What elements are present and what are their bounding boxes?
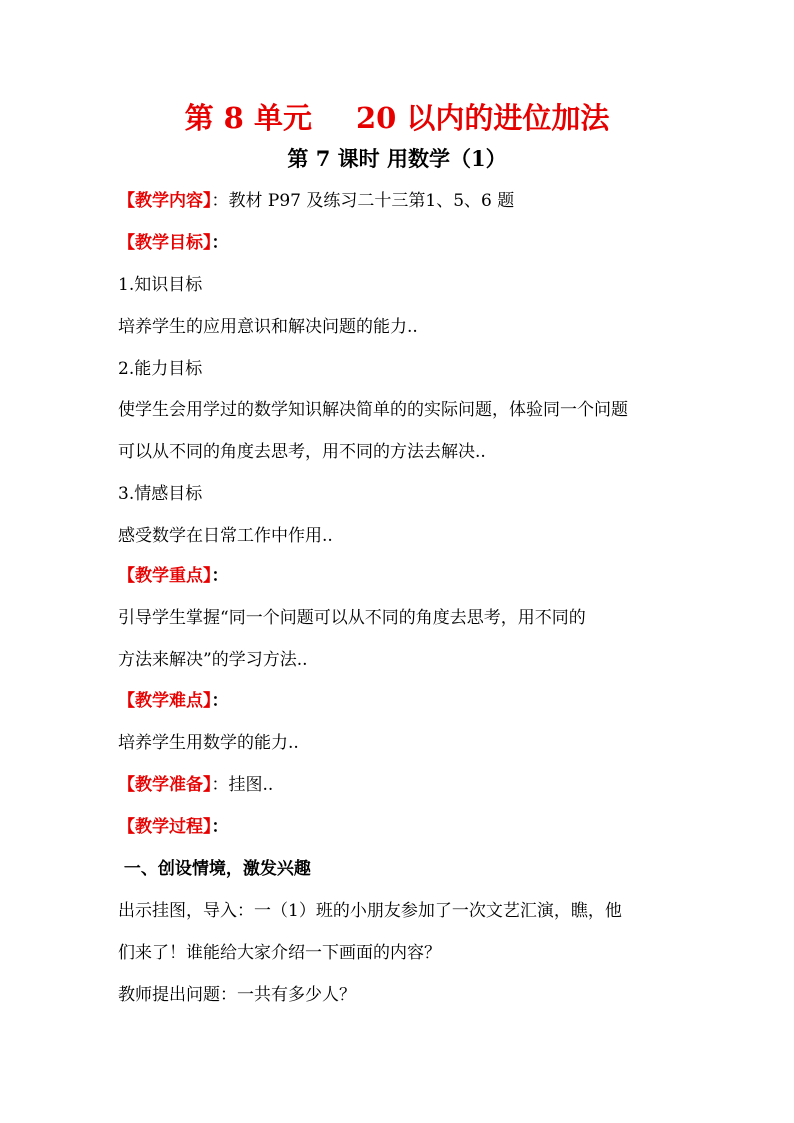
difficulties-row <box>118 688 718 714</box>
lesson-subtitle: 第 7 课时 用数学（1） <box>287 146 507 171</box>
goal-3-text: 感受数学在日常工作中作用.. <box>118 526 333 546</box>
preparation-text: ：挂图.. <box>211 775 274 795</box>
key-points-text-line-1: 引导学生掌握“同一个问题可以从不同的角度去思考，用不同的 <box>118 608 586 628</box>
key-points-label: 【教学重点】 <box>118 566 212 586</box>
key-points-text-line-2: 方法来解决”的学习方法.. <box>118 650 308 670</box>
teaching-content-label: 【教学内容】 <box>118 191 212 211</box>
goal-1-title: 1.知识目标 <box>118 275 203 295</box>
process-step-1-text-line-1: 出示挂图，导入：一（1）班的小朋友参加了一次文艺汇演，瞧，他 <box>118 901 622 921</box>
process-row <box>118 814 718 840</box>
key-points-colon: ： <box>211 566 229 586</box>
process-step-1-title: 一、创设情境，激发兴趣 <box>118 859 311 879</box>
process-step-1-text-line-3: 教师提出问题：一共有多少人？ <box>118 985 356 1005</box>
teaching-content-row <box>118 188 718 214</box>
process-label: 【教学过程】 <box>118 817 212 837</box>
teaching-goals-colon: ： <box>211 233 229 253</box>
preparation-row <box>118 772 718 798</box>
teaching-goals-label: 【教学目标】 <box>118 233 212 253</box>
page-title <box>0 98 794 138</box>
unit-label: 第 8 单元 <box>184 101 312 135</box>
key-points-row <box>118 563 718 589</box>
teaching-goals-row <box>118 230 718 256</box>
goal-2-title: 2.能力目标 <box>118 359 203 379</box>
teaching-content-text: ：教材 P97 及练习二十三第1、5、6 题 <box>211 191 515 211</box>
goal-1-text: 培养学生的应用意识和解决问题的能力.. <box>118 317 418 337</box>
goal-3-title: 3.情感目标 <box>118 484 203 504</box>
difficulties-colon: ： <box>211 691 229 711</box>
process-step-1-text-line-2: 们来了！谁能给大家介绍一下画面的内容？ <box>118 943 441 963</box>
process-colon: ： <box>211 817 229 837</box>
goal-2-text-line-1: 使学生会用学过的数学知识解决简单的的实际问题，体验同一个问题 <box>118 400 628 420</box>
unit-topic: 20 以内的进位加法 <box>355 101 610 135</box>
goal-2-text-line-2: 可以从不同的角度去思考，用不同的方法去解决.. <box>118 442 486 462</box>
preparation-label: 【教学准备】 <box>118 775 212 795</box>
difficulties-label: 【教学难点】 <box>118 691 212 711</box>
difficulties-text: 培养学生用数学的能力.. <box>118 733 299 753</box>
